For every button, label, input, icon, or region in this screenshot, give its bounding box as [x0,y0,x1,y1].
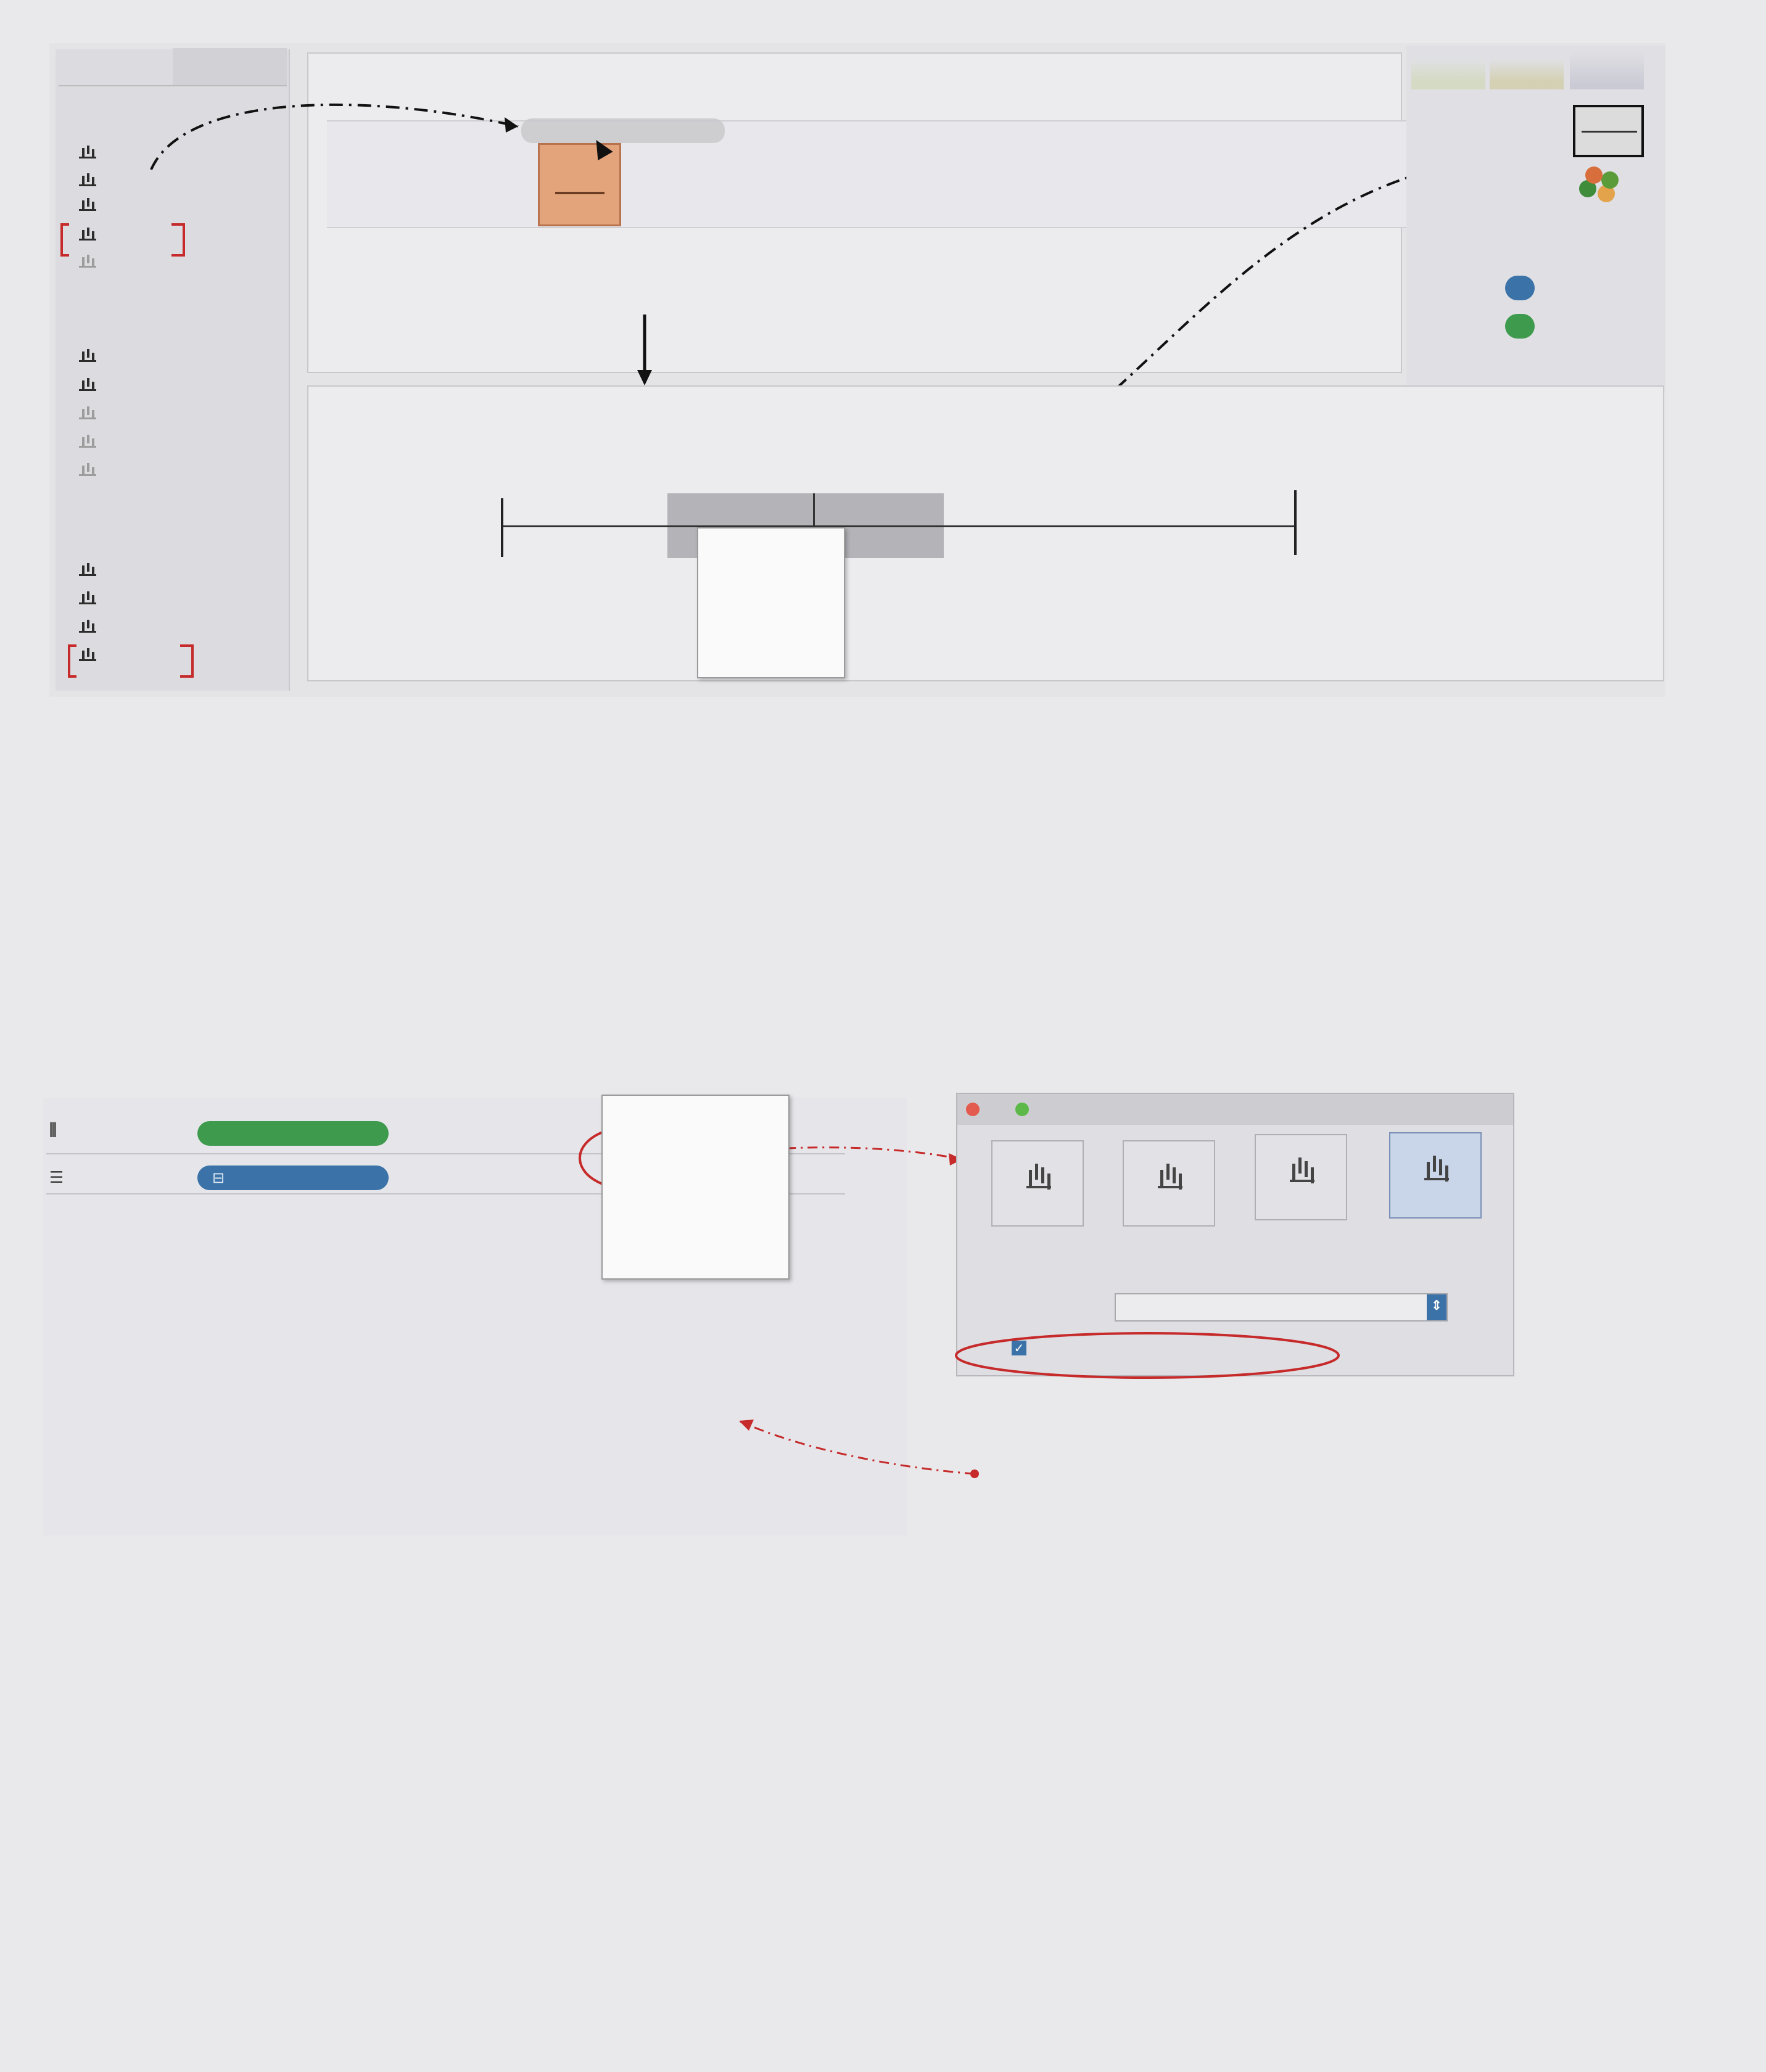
box-plot-tooltip [697,527,845,678]
outlier-arrow-dot [970,1470,979,1478]
chevron-down-icon: ⇕ [1427,1294,1446,1320]
packed-bubbles-thumb[interactable] [1585,166,1603,184]
whisker-line [501,525,1297,527]
maximize-icon[interactable] [1015,1103,1029,1116]
down-arrow-head [637,370,652,385]
hide-marks-highlight-svg [950,1326,1345,1400]
box-plot-button[interactable] [1389,1132,1482,1219]
distribution-button[interactable] [1255,1134,1347,1220]
area-chart-thumb-2[interactable] [1490,46,1564,89]
box-plot-icon [1424,1152,1449,1180]
lower-whisker-cap [501,498,503,557]
distribution-icon [1290,1154,1314,1182]
drag-arrow-left [151,105,518,170]
outlier-arrow [740,1421,975,1474]
hide-marks-checkbox[interactable]: ✓ [1012,1341,1026,1355]
band-icon [1158,1160,1182,1188]
outlier-arrowhead [739,1420,754,1431]
line-icon [1026,1160,1051,1188]
rows-shelf-label: ☰ [49,1169,64,1187]
upper-whisker-cap [1294,490,1297,555]
show-me-panel [1406,46,1665,392]
rows-dimension-pill[interactable]: ⊟ [197,1166,389,1190]
edit-context-tooltip [601,1095,790,1280]
hide-marks-highlight [956,1333,1339,1378]
box-plot-panel [307,385,1664,681]
arrowhead-left [505,117,518,133]
close-icon[interactable] [966,1103,980,1116]
show-me-measure-pill [1505,314,1535,339]
box-plot-icon [1582,131,1637,133]
columns-shelf-label: ⫼ [49,1121,57,1140]
area-chart-thumb[interactable] [1411,46,1485,89]
show-me-dim-pill [1505,276,1535,300]
whisker-extend-select[interactable] [1115,1293,1448,1322]
bar-chart-thumb[interactable] [1570,46,1644,89]
band-button[interactable] [1123,1140,1215,1227]
line-button[interactable] [991,1140,1084,1227]
dialog-title-bar [957,1094,1513,1125]
box-plot-thumb-selected[interactable] [1573,105,1644,157]
